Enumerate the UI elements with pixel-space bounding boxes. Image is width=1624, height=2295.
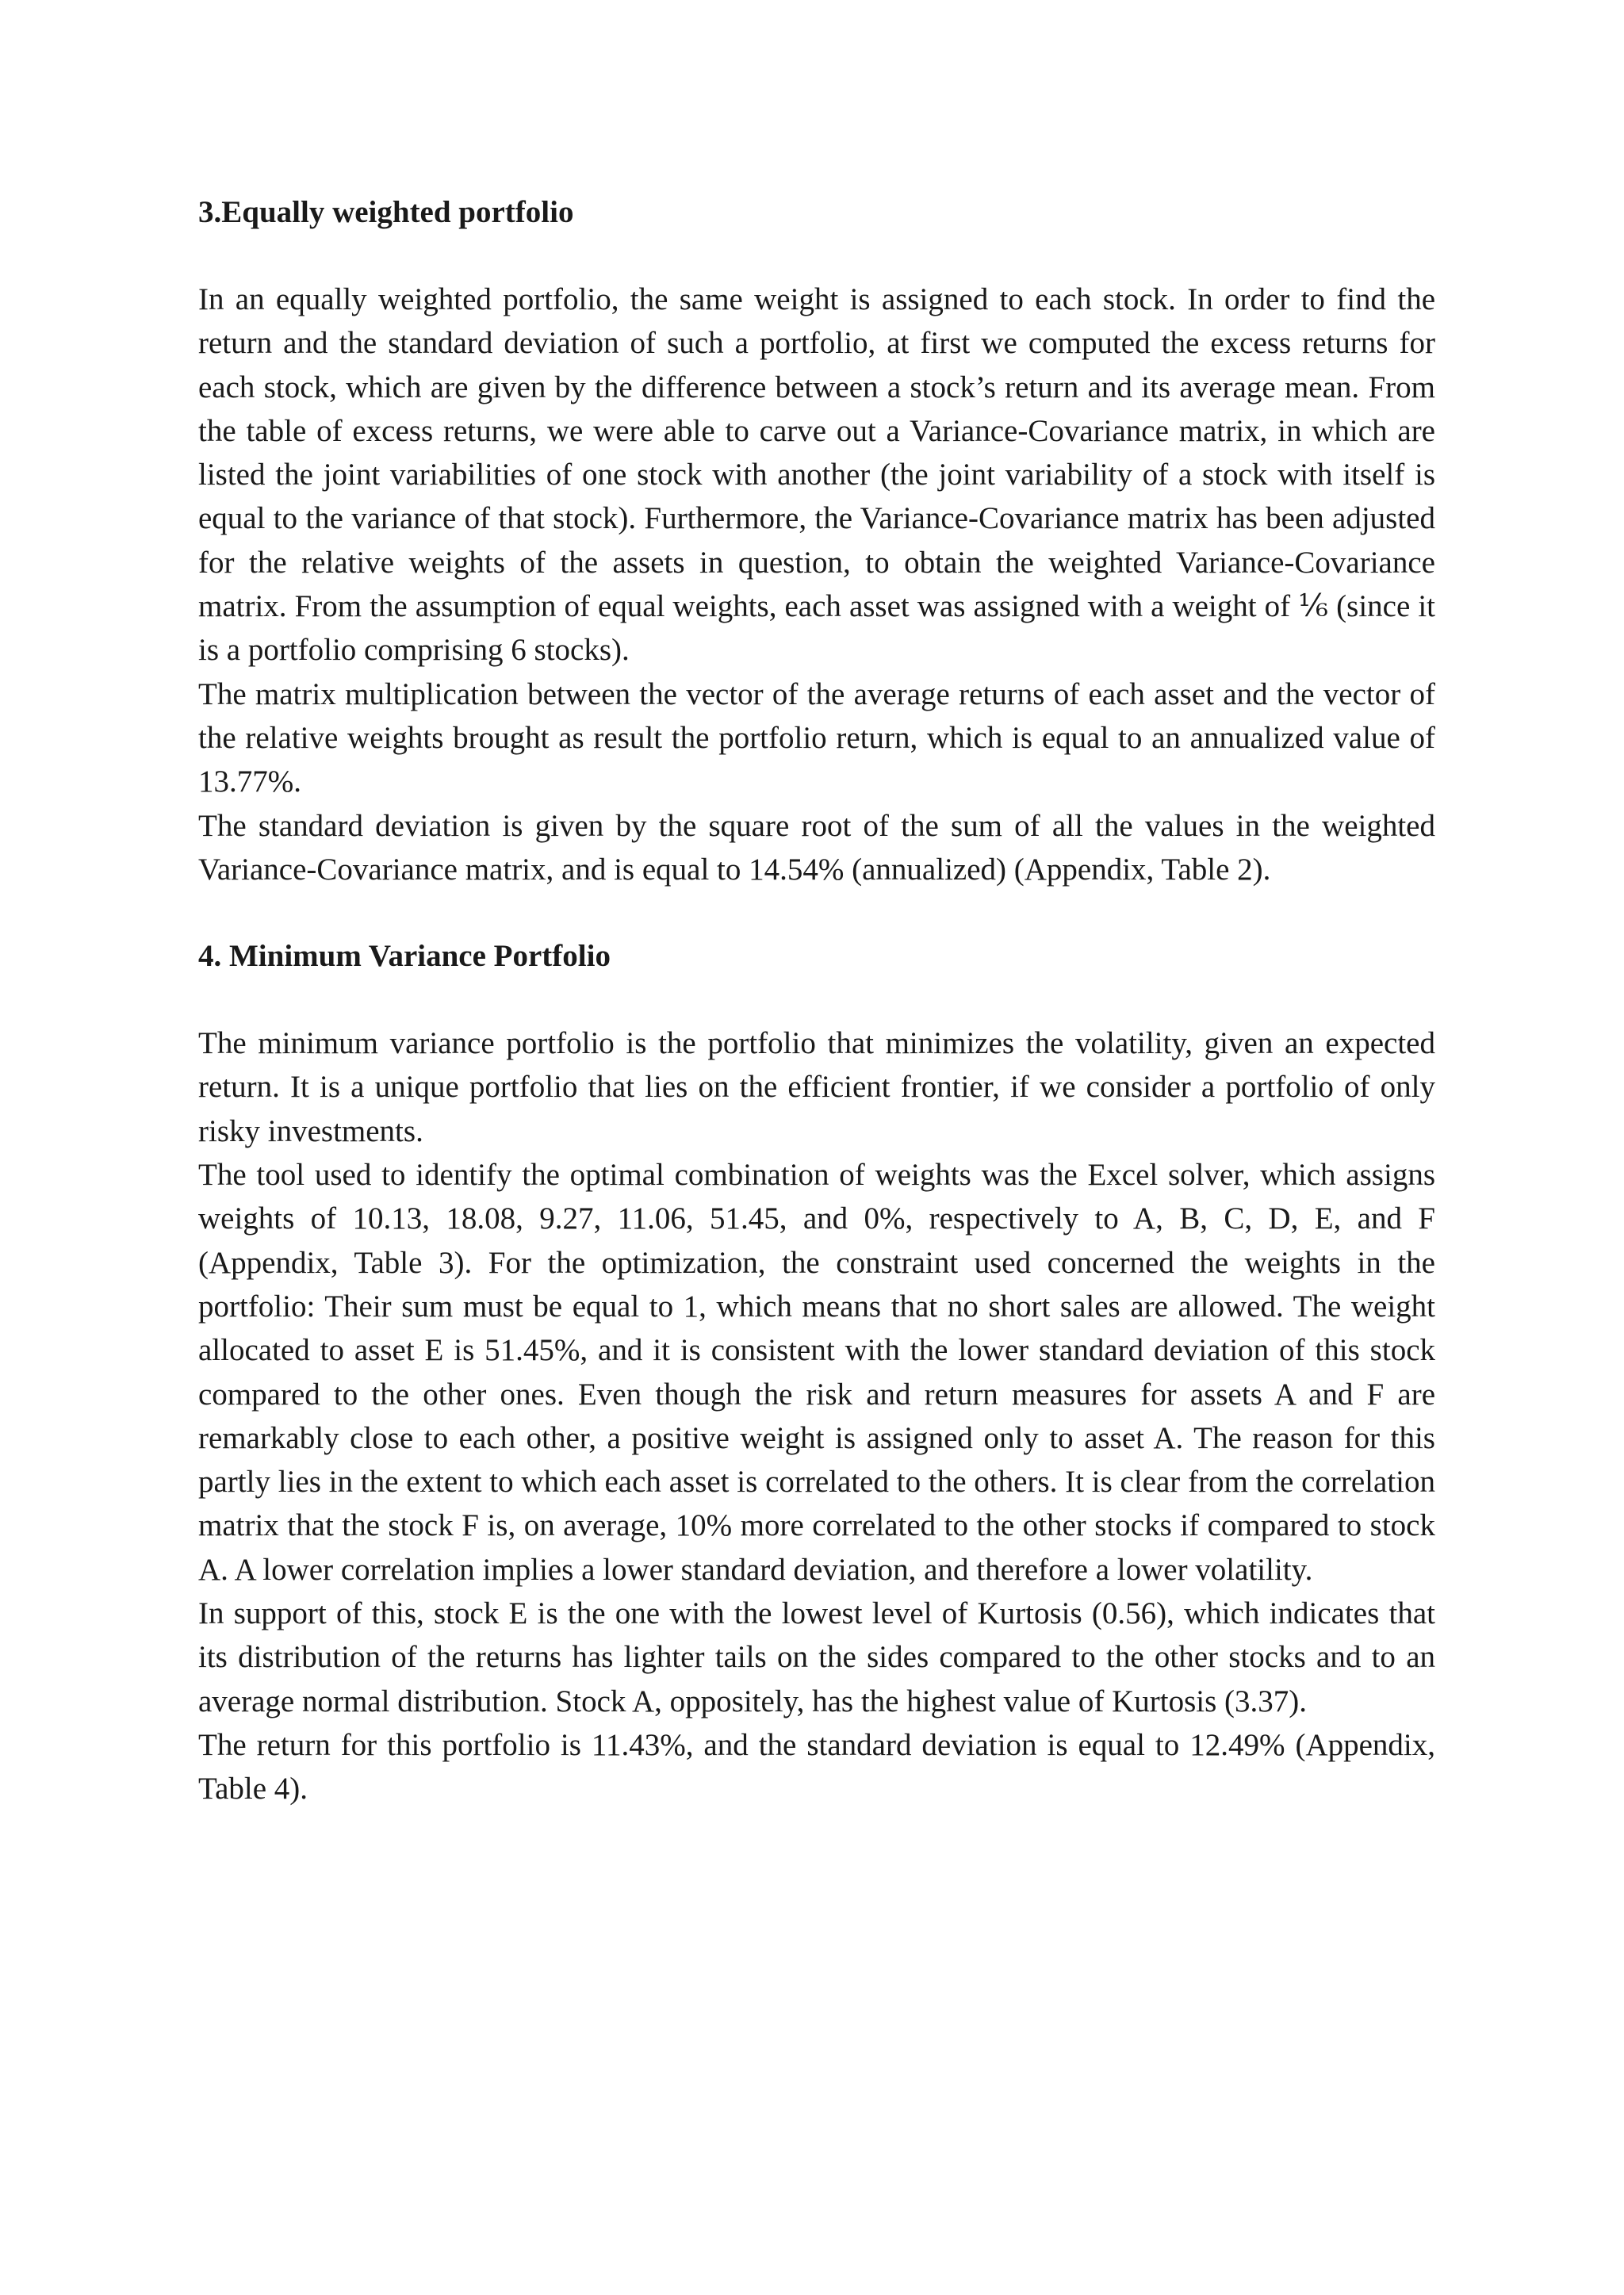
paragraph: The tool used to identify the optimal combination of weights was the Excel solver, which assigns weights of 10.13, 18.08, 9.27, 11.06, 51.45, and 0%, respectively to A, B, C, D, E, and F (Appendix, Table 3). For the optimization, the constraint used concerned the weights in the portfolio: Their sum must be equal to 1, which means that no short sales are allowed. The weight allocated to asset E is 51.45%, and it is consistent with the lower standard deviation of this stock compared to the other ones. Even though the risk and return measures for assets A and F are remarkably close to each other, a positive weight is assigned only to asset A. The reason for this partly lies in the extent to which each asset is correlated to the others. It is clear from the correlation matrix that the stock F is, on average, 10% more correlated to the other stocks if compared to stock A. A lower correlation implies a lower standard deviation, and therefore a lower volatility. (198, 1158, 1435, 1587)
paragraph: The matrix multiplication between the vector of the average returns of each asset and the vector of the relative weights brought as result the portfolio return, which is equal to an annualized value of 13.77%. (198, 676, 1435, 799)
section-heading-equally-weighted: 3.Equally weighted portfolio (198, 195, 574, 229)
paragraph: The return for this portfolio is 11.43%, and the standard deviation is equal to 12.49% (Appendix, Table 4). (198, 1727, 1435, 1806)
section-heading-minimum-variance: 4. Minimum Variance Portfolio (198, 939, 611, 974)
paragraph: In support of this, stock E is the one with the lowest level of Kurtosis (0.56), which indicates that its distribution of the returns has lighter tails on the sides compared to the other stocks and to an average normal distribution. Stock A, oppositely, has the highest value of Kurtosis (3.37). (198, 1596, 1435, 1718)
section-spacer (198, 891, 1435, 934)
paragraph: The standard deviation is given by the square root of the sum of all the values in the weighted Variance-Covariance matrix, and is equal to 14.54% (annualized) (Appendix, Table 2). (198, 808, 1435, 887)
paragraph: The minimum variance portfolio is the portfolio that minimizes the volatility, given an expected return. It is a unique portfolio that lies on the efficient frontier, if we consider a portfolio of only risky investments. (198, 1026, 1435, 1148)
document-page (198, 190, 1435, 1811)
paragraph: In an equally weighted portfolio, the same weight is assigned to each stock. In order to find the return and the standard deviation of such a portfolio, at first we computed the excess returns for each stock, which are given by the difference between a stock’s return and its average mean. From the table of excess returns, we were able to carve out a Variance-Covariance matrix, in which are listed the joint variabilities of one stock with another (the joint variability of a stock with itself is equal to the variance of that stock). Furthermore, the Variance-Covariance matrix has been adjusted for the relative weights of the assets in question, to obtain the weighted Variance-Covariance matrix. From the assumption of equal weights, each asset was assigned with a weight of ⅙ (since it is a portfolio comprising 6 stocks). (198, 282, 1435, 668)
